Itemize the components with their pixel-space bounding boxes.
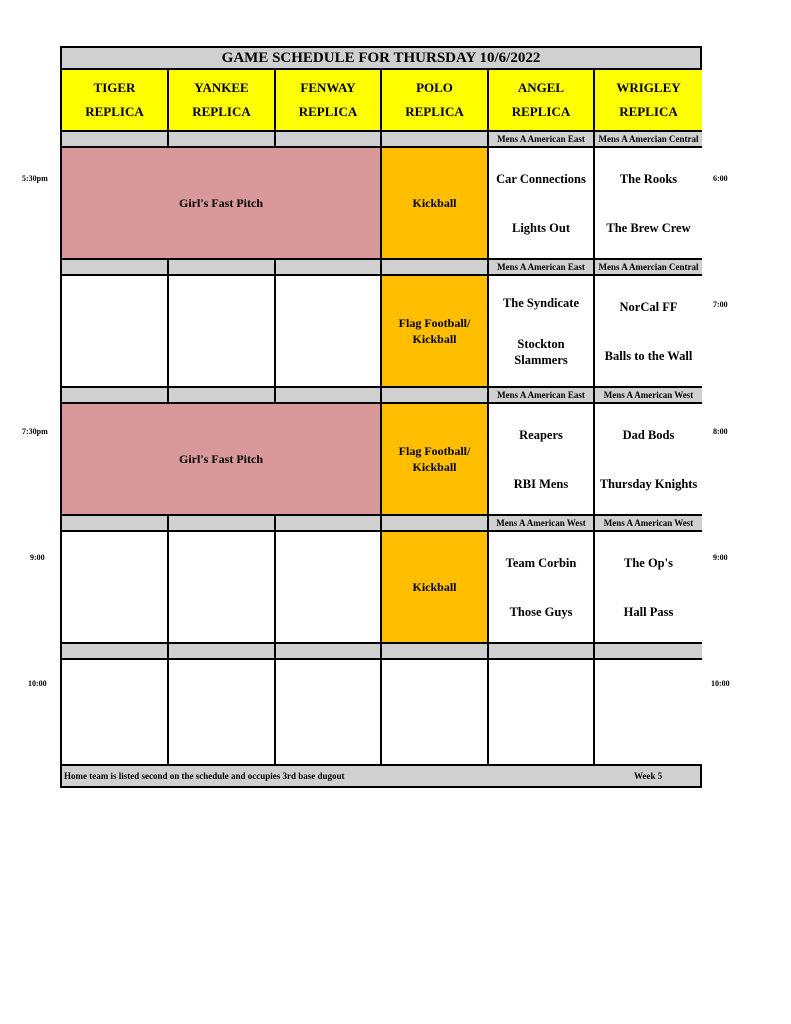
separator-cell bbox=[169, 388, 276, 404]
separator-cell bbox=[169, 132, 276, 148]
footer-note: Home team is listed second on the schedule and occupies 3rd base dugout bbox=[64, 771, 345, 781]
field-header-yankee bbox=[169, 70, 276, 132]
field-name: POLO bbox=[416, 80, 453, 95]
event-girls-fast-pitch: Girl's Fast Pitch bbox=[62, 148, 382, 260]
game-wrigley bbox=[595, 532, 702, 644]
start-time-left: 5:30pm bbox=[22, 174, 48, 183]
field-header-tiger bbox=[62, 70, 169, 132]
field-sub: REPLICA bbox=[511, 104, 571, 119]
event-girls-fast-pitch: Girl's Fast Pitch bbox=[62, 404, 382, 516]
home-team: Lights Out bbox=[511, 220, 570, 235]
empty-slot-tiger bbox=[62, 660, 169, 766]
start-time-left: 10:00 bbox=[28, 679, 47, 688]
separator-cell bbox=[276, 516, 382, 532]
away-team: NorCal FF bbox=[619, 299, 678, 314]
home-team: Those Guys bbox=[509, 604, 573, 619]
separator-cell bbox=[276, 132, 382, 148]
away-team: Team Corbin bbox=[505, 555, 577, 570]
schedule-title: GAME SCHEDULE FOR THURSDAY 10/6/2022 bbox=[62, 48, 700, 70]
start-time-right: 7:00 bbox=[713, 300, 728, 309]
event-polo: Kickball bbox=[382, 532, 489, 644]
away-team: Dad Bods bbox=[622, 427, 675, 442]
empty-slot-wrigley bbox=[595, 660, 702, 766]
game-angel bbox=[489, 148, 595, 260]
field-name: FENWAY bbox=[300, 80, 356, 95]
division-label-wrigley: Mens A American West bbox=[595, 516, 702, 532]
home-team: Balls to the Wall bbox=[604, 348, 693, 363]
division-label-angel: Mens A American East bbox=[489, 132, 595, 148]
field-sub: REPLICA bbox=[192, 104, 251, 119]
empty-slot-yankee bbox=[169, 660, 276, 766]
empty-slot-yankee bbox=[169, 532, 276, 644]
division-label-angel: Mens A American East bbox=[489, 388, 595, 404]
separator-cell bbox=[595, 644, 702, 660]
separator-cell bbox=[382, 132, 489, 148]
separator-cell bbox=[62, 132, 169, 148]
empty-slot-tiger bbox=[62, 276, 169, 388]
start-time-left: 9:00 bbox=[30, 553, 45, 562]
field-name: WRIGLEY bbox=[616, 80, 681, 95]
game-wrigley bbox=[595, 276, 702, 388]
separator-cell bbox=[62, 260, 169, 276]
field-sub: REPLICA bbox=[619, 104, 678, 119]
away-team: The Op's bbox=[624, 555, 673, 570]
division-label-angel: Mens A American West bbox=[489, 516, 595, 532]
field-header-polo bbox=[382, 70, 489, 132]
empty-slot-tiger bbox=[62, 532, 169, 644]
separator-cell bbox=[276, 644, 382, 660]
empty-slot-fenway bbox=[276, 532, 382, 644]
separator-cell bbox=[169, 260, 276, 276]
field-sub: REPLICA bbox=[85, 104, 144, 119]
separator-cell bbox=[382, 516, 489, 532]
game-wrigley bbox=[595, 404, 702, 516]
home-team: Stockton Slammers bbox=[514, 336, 568, 367]
empty-slot-angel bbox=[489, 660, 595, 766]
separator-cell bbox=[276, 388, 382, 404]
event-polo: Flag Football/ Kickball bbox=[382, 276, 489, 388]
empty-slot-fenway bbox=[276, 276, 382, 388]
home-team: RBI Mens bbox=[513, 476, 569, 491]
field-sub: REPLICA bbox=[298, 104, 358, 119]
field-name: YANKEE bbox=[194, 80, 249, 95]
event-polo: Kickball bbox=[382, 148, 489, 260]
home-team: The Brew Crew bbox=[606, 220, 691, 235]
separator-cell bbox=[276, 260, 382, 276]
field-header-fenway bbox=[276, 70, 382, 132]
field-name: ANGEL bbox=[517, 80, 565, 95]
away-team: The Rooks bbox=[619, 171, 678, 186]
separator-cell bbox=[382, 260, 489, 276]
start-time-right: 9:00 bbox=[713, 553, 728, 562]
separator-cell bbox=[489, 644, 595, 660]
field-header-angel bbox=[489, 70, 595, 132]
empty-slot-fenway bbox=[276, 660, 382, 766]
division-label-wrigley: Mens A Amercian Central bbox=[595, 132, 702, 148]
away-team: Reapers bbox=[519, 427, 563, 442]
start-time-right: 8:00 bbox=[713, 427, 728, 436]
week-label: Week 5 bbox=[634, 771, 663, 781]
schedule-sheet bbox=[60, 46, 702, 788]
home-team: Thursday Knights bbox=[599, 476, 698, 491]
home-team: Hall Pass bbox=[623, 604, 674, 619]
game-angel bbox=[489, 532, 595, 644]
away-team: Car Connections bbox=[496, 171, 586, 186]
separator-cell bbox=[62, 644, 169, 660]
division-label-angel: Mens A American East bbox=[489, 260, 595, 276]
game-wrigley bbox=[595, 148, 702, 260]
start-time-right: 6:00 bbox=[713, 174, 728, 183]
empty-slot-yankee bbox=[169, 276, 276, 388]
event-polo: Flag Football/ Kickball bbox=[382, 404, 489, 516]
empty-slot-polo bbox=[382, 660, 489, 766]
separator-cell bbox=[382, 388, 489, 404]
field-header-wrigley bbox=[595, 70, 702, 132]
separator-cell bbox=[382, 644, 489, 660]
start-time-right: 10:00 bbox=[711, 679, 730, 688]
separator-cell bbox=[62, 516, 169, 532]
division-label-wrigley: Mens A American West bbox=[595, 388, 702, 404]
separator-cell bbox=[169, 516, 276, 532]
away-team: The Syndicate bbox=[502, 295, 580, 310]
separator-cell bbox=[169, 644, 276, 660]
schedule-footer bbox=[62, 766, 700, 786]
game-angel bbox=[489, 276, 595, 388]
separator-cell bbox=[62, 388, 169, 404]
start-time-left: 7:30pm bbox=[22, 427, 48, 436]
game-angel bbox=[489, 404, 595, 516]
division-label-wrigley: Mens A Amercian Central bbox=[595, 260, 702, 276]
field-name: TIGER bbox=[93, 80, 136, 95]
field-sub: REPLICA bbox=[405, 104, 464, 119]
